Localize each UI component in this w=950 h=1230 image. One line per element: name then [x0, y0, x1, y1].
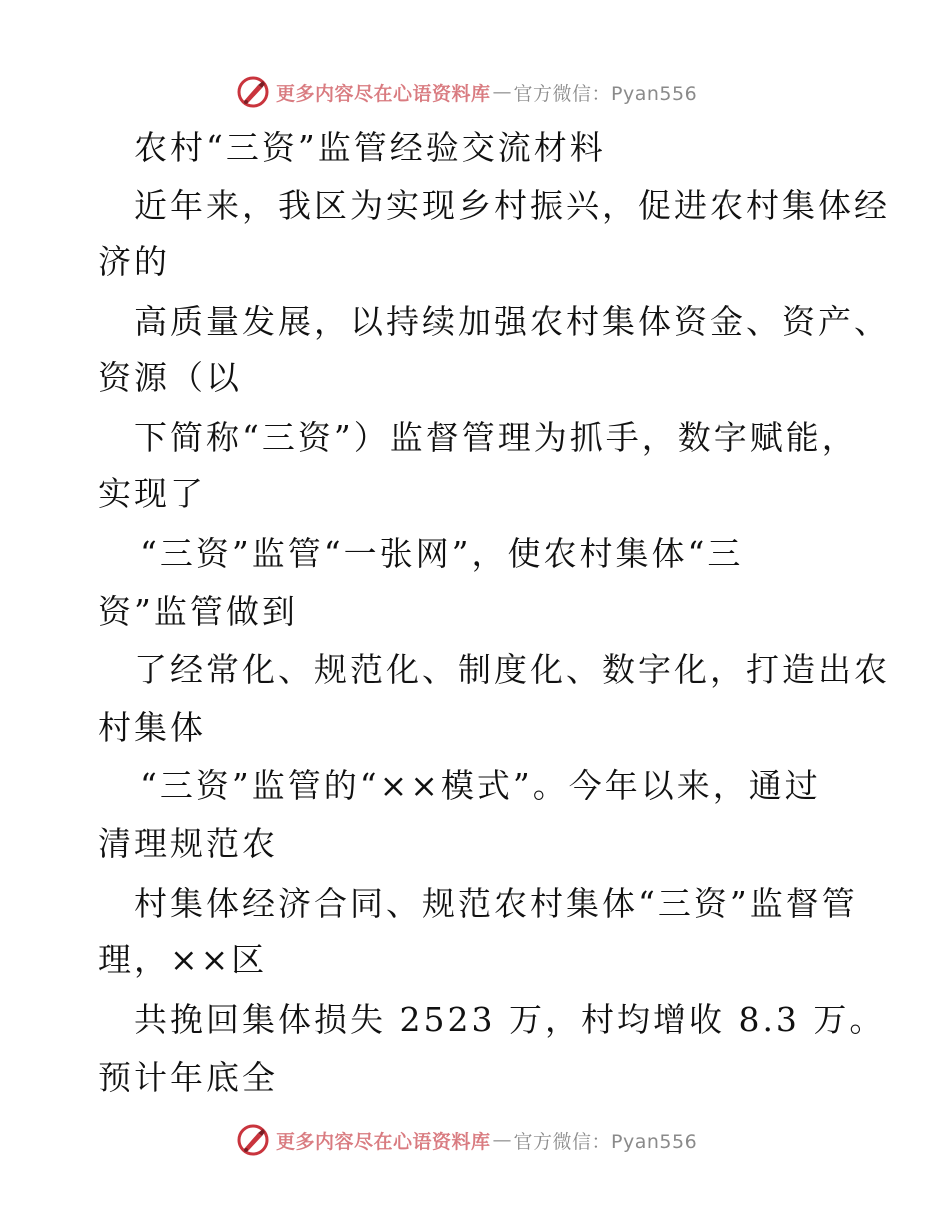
- watermark-dash: —: [492, 1129, 512, 1151]
- text-line: 共挽回集体损失 2523 万，村均增收 8.3 万。: [134, 1000, 886, 1039]
- text-line: 资源（以: [98, 358, 242, 397]
- text-line: 预计年底全: [98, 1058, 278, 1097]
- footer-watermark: [236, 1120, 697, 1160]
- document-title: 农村“三资”监管经验交流材料: [134, 128, 606, 167]
- pen-logo-icon: [236, 1123, 270, 1157]
- watermark-brand: 更多内容尽在心语资料库: [276, 82, 491, 105]
- text-line: 村集体经济合同、规范农村集体“三资”监督管: [134, 884, 858, 923]
- text-line: 近年来，我区为实现乡村振兴，促进农村集体经: [134, 186, 890, 225]
- pen-logo-icon: [236, 75, 270, 109]
- text-line: 下简称“三资”）监督管理为抓手，数字赋能，: [134, 418, 858, 457]
- text-line: “三资”监管的“××模式”。今年以来，通过: [140, 766, 821, 805]
- header-watermark: [236, 72, 697, 112]
- text-line: 济的: [98, 242, 170, 281]
- text-line: 清理规范农: [98, 824, 278, 863]
- text-line: 了经常化、规范化、制度化、数字化，打造出农: [134, 650, 890, 689]
- text-line: 理，××区: [98, 940, 268, 979]
- watermark-wechat: 官方微信：Pyan556: [513, 1130, 698, 1153]
- text-line: 高质量发展，以持续加强农村集体资金、资产、: [134, 302, 890, 341]
- text-line: “三资”监管“一张网”，使农村集体“三: [140, 534, 744, 573]
- text-line: 实现了: [98, 474, 206, 513]
- watermark-dash: —: [492, 81, 512, 103]
- watermark-brand: 更多内容尽在心语资料库: [276, 1130, 491, 1153]
- text-line: 资”监管做到: [98, 592, 298, 631]
- watermark-wechat: 官方微信：Pyan556: [513, 82, 698, 105]
- text-line: 村集体: [98, 708, 206, 747]
